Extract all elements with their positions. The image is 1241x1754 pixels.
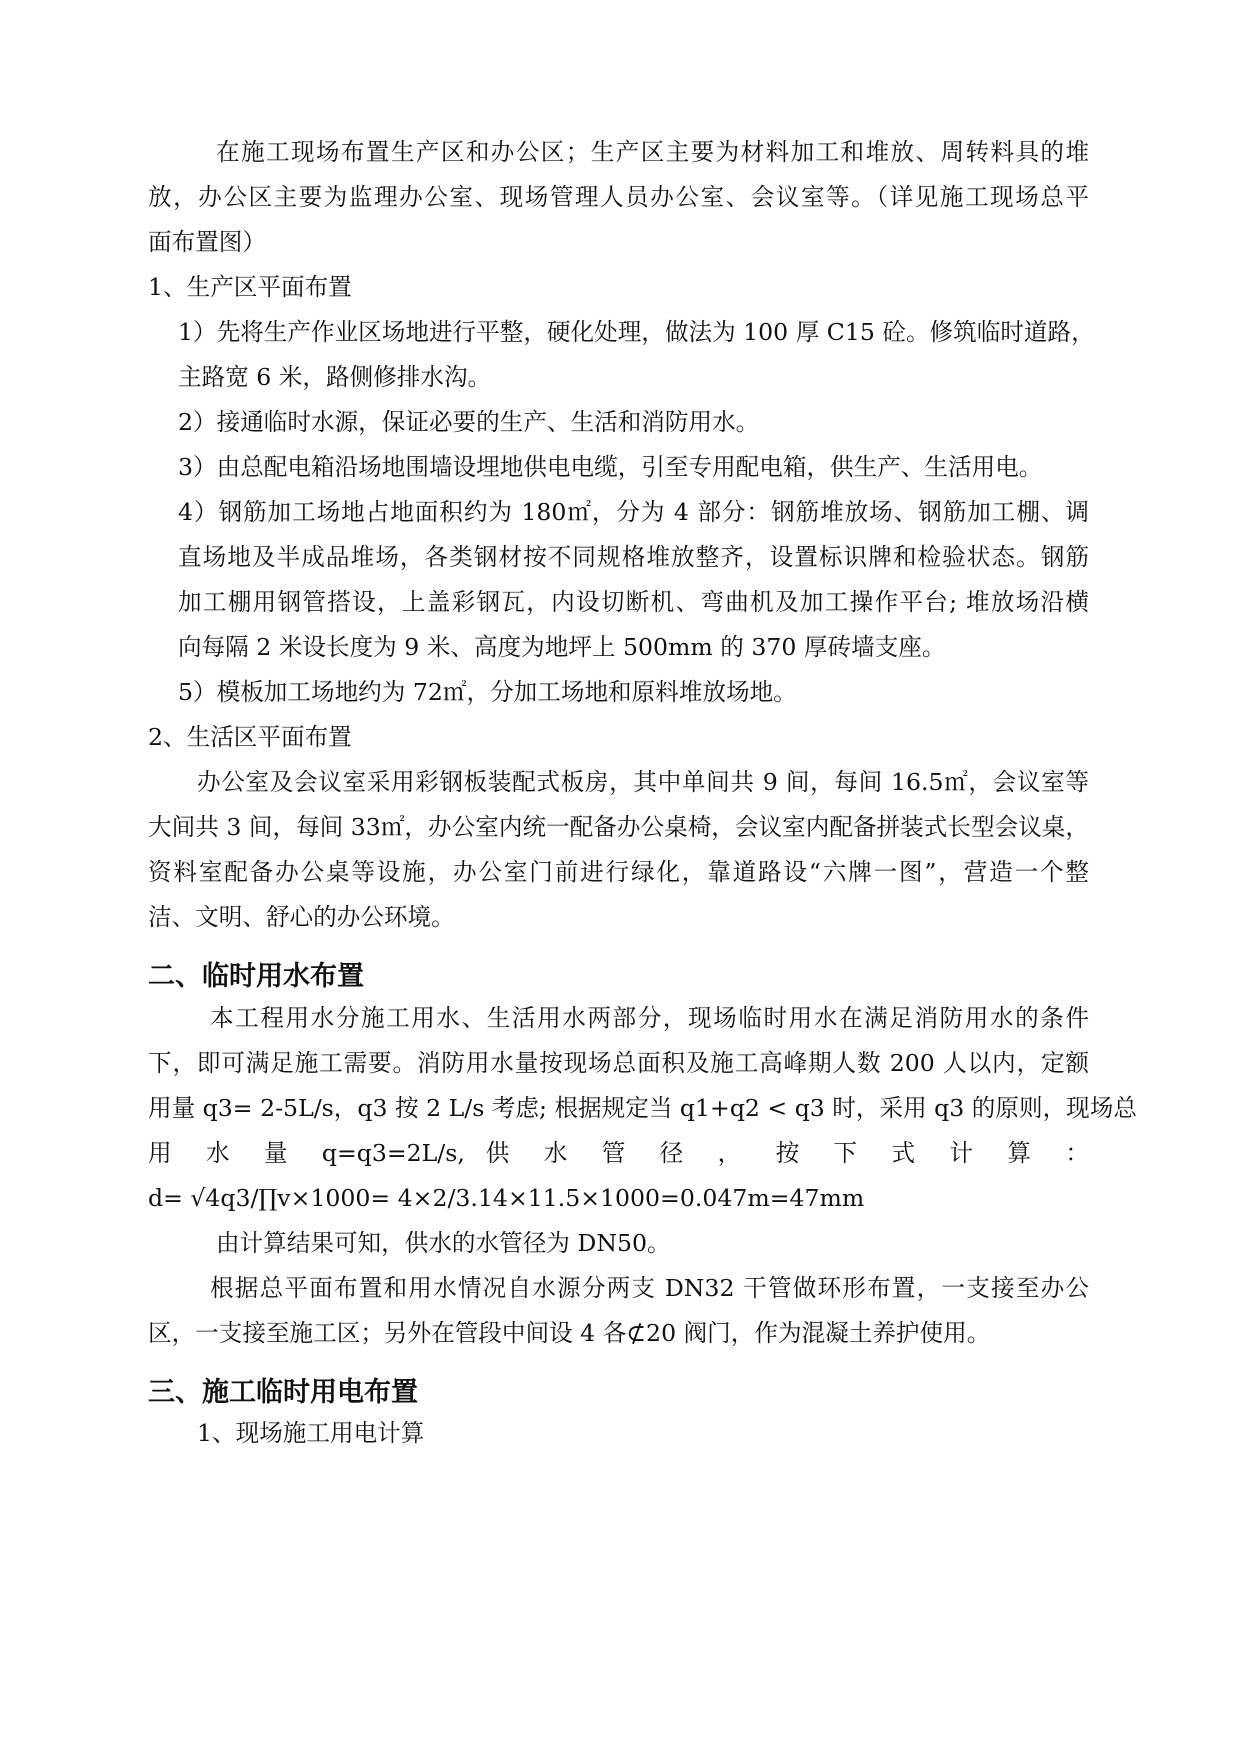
living-line: 资料室配备办公桌等设施，办公室门前进行绿化，靠道路设“六牌一图”，营造一个整 bbox=[148, 858, 1089, 886]
water-section-heading: 二、临时用水布置 bbox=[148, 961, 364, 992]
intro-line: 面布置图） bbox=[148, 228, 266, 256]
production-line: 加工棚用钢管搭设，上盖彩钢瓦，内设切断机、弯曲机及加工操作平台; 堆放场沿横 bbox=[178, 588, 1089, 616]
living-heading: 2、生活区平面布置 bbox=[148, 723, 352, 751]
production-line: 5）模板加工场地约为 72㎡，分加工场地和原料堆放场地。 bbox=[178, 678, 797, 706]
production-line: 3）由总配电箱沿场地围墙设埋地供电电缆，引至专用配电箱，供生产、生活用电。 bbox=[178, 453, 1043, 481]
production-heading: 1、生产区平面布置 bbox=[148, 273, 352, 301]
intro-line: 在施工现场布置生产区和办公区；生产区主要为材料加工和堆放、周转料具的堆 bbox=[216, 138, 1089, 166]
electric-subheading: 1、现场施工用电计算 bbox=[197, 1419, 425, 1447]
production-line: 主路宽 6 米，路侧修排水沟。 bbox=[178, 363, 492, 391]
water-line: 本工程用水分施工用水、生活用水两部分，现场临时用水在满足消防用水的条件 bbox=[210, 1004, 1089, 1032]
living-line: 洁、文明、舒心的办公环境。 bbox=[148, 903, 455, 931]
electric-section-heading: 三、施工临时用电布置 bbox=[148, 1377, 418, 1408]
water-line: 根据总平面布置和用水情况自水源分两支 DN32 干管做环形布置，一支接至办公 bbox=[210, 1274, 1089, 1302]
living-line: 大间共 3 间，每间 33㎡，办公室内统一配备办公桌椅，会议室内配备拼装式长型会议桌， bbox=[148, 813, 1089, 841]
production-line: 4）钢筋加工场地占地面积约为 180㎡，分为 4 部分：钢筋堆放场、钢筋加工棚、调 bbox=[178, 498, 1089, 526]
production-line: 向每隔 2 米设长度为 9 米、高度为地坪上 500mm 的 370 厚砖墙支座。 bbox=[178, 633, 946, 661]
water-formula: d= √4q3/∏v×1000= 4×2/3.14×11.5×1000=0.047m=47mm bbox=[148, 1184, 865, 1212]
water-line: 由计算结果可知，供水的水管径为 DN50。 bbox=[216, 1229, 671, 1257]
living-line: 办公室及会议室采用彩钢板装配式板房，其中单间共 9 间，每间 16.5㎡，会议室等 bbox=[197, 768, 1089, 796]
intro-line: 放，办公区主要为监理办公室、现场管理人员办公室、会议室等。（详见施工现场总平 bbox=[148, 183, 1089, 211]
water-line: 下，即可满足施工需要。消防用水量按现场总面积及施工高峰期人数 200 人以内，定额 bbox=[148, 1049, 1089, 1077]
production-line: 2）接通临时水源，保证必要的生产、生活和消防用水。 bbox=[178, 408, 760, 436]
water-line: 用 水 量 q=q3=2L/s, 供 水 管 径 ， 按 下 式 计 算 ： bbox=[148, 1139, 1089, 1167]
production-line: 1）先将生产作业区场地进行平整，硬化处理，做法为 100 厚 C15 砼。修筑临时道路， bbox=[178, 318, 1095, 346]
water-line: 用量 q3= 2-5L/s，q3 按 2 L/s 考虑; 根据规定当 q1+q2 < q3 时，采用 q3 的原则，现场总 bbox=[148, 1094, 1137, 1122]
water-line: 区，一支接至施工区；另外在管段中间设 4 各⊄20 阀门，作为混凝土养护使用。 bbox=[148, 1319, 991, 1347]
production-line: 直场地及半成品堆场，各类钢材按不同规格堆放整齐，设置标识牌和检验状态。钢筋 bbox=[178, 543, 1089, 571]
